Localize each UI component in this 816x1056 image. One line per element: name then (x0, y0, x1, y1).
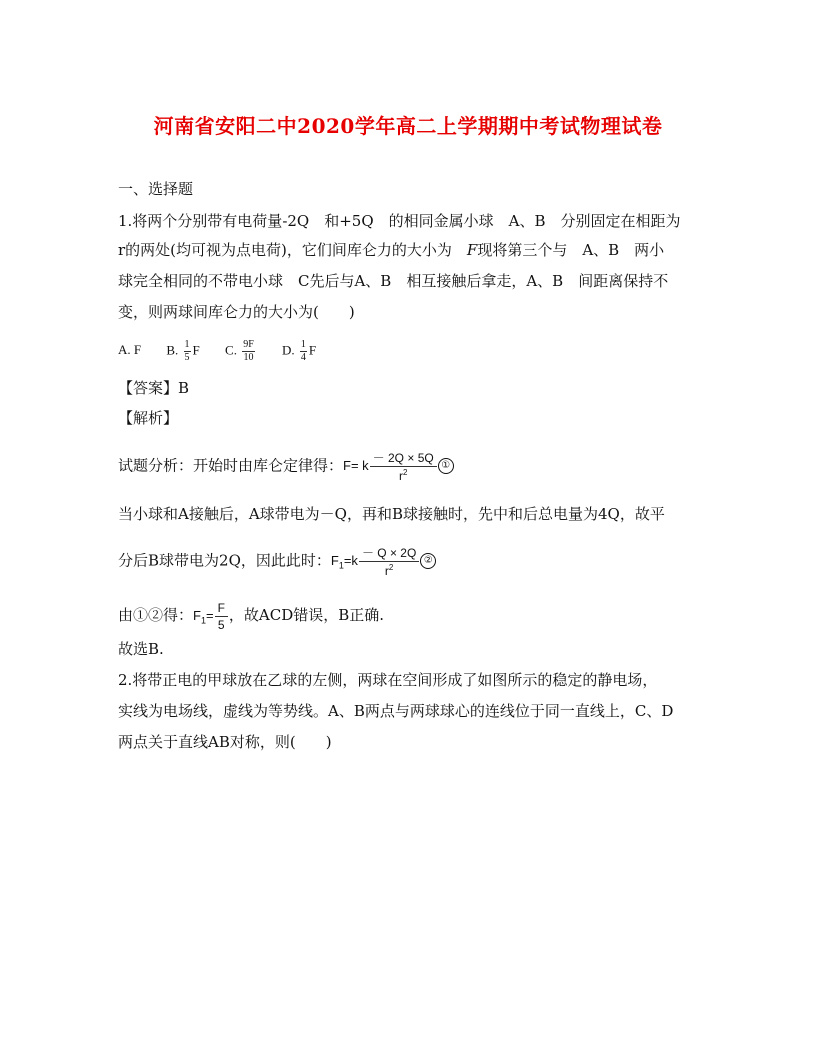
result-formula (193, 601, 229, 632)
coulomb-formula-2 (330, 546, 420, 578)
formula-2-den-exp: 2 (388, 563, 394, 572)
option-c (225, 340, 257, 363)
option-c-fraction (242, 340, 255, 363)
option-b-label: B. (166, 342, 179, 358)
option-d-label: D. (282, 342, 295, 358)
equation-mark-1: ① (438, 458, 454, 474)
option-b (166, 340, 199, 363)
analysis-line-4-text: 由①②得： (118, 605, 194, 624)
option-d-fraction (300, 340, 307, 363)
analysis-line-4-tail: ，故ACD错误，B正确. (228, 605, 385, 624)
option-b-tail: F (192, 342, 200, 358)
formula-2-sub: 1 (338, 561, 344, 572)
analysis-line-3 (118, 547, 436, 577)
option-c-den: 10 (243, 352, 254, 363)
analysis-line-4 (118, 602, 384, 631)
analysis-line-2: 当小球和A接触后，A球带电为－Q，再和B球接触时，先中和后总电量为4Q，故平 (118, 505, 665, 523)
formula-1-fraction (370, 452, 437, 482)
formula-2-num: － Q × 2Q (359, 547, 419, 562)
q1-line-4: 变，则两球间库仑力的大小为( ) (118, 303, 355, 321)
q1-line-1: 1.将两个分别带有电荷量-2Q 和+5Q 的相同金属小球 A、B 分别固定在相距为 (118, 212, 681, 230)
coulomb-formula-1 (343, 451, 438, 483)
q2-line-1: 2.将带正电的甲球放在乙球的左侧，两球在空间形成了如图所示的稳定的静电场， (118, 671, 658, 689)
analysis-line-5: 故选B. (118, 640, 164, 658)
q2-line-2: 实线为电场线，虚线为等势线。A、B两点与两球球心的连线位于同一直线上，C、D (118, 702, 674, 720)
equation-mark-2: ② (420, 553, 436, 569)
option-c-num: 9F (243, 339, 254, 350)
option-d-tail: F (308, 342, 317, 358)
exam-title: 河南省安阳二中2020学年高二上学期期中考试物理试卷 (153, 114, 663, 138)
q1-line-2 (118, 240, 664, 260)
option-b-fraction (184, 340, 191, 363)
option-b-den: 5 (184, 352, 190, 363)
result-fraction (215, 602, 228, 631)
result-sub: 1 (200, 615, 206, 626)
formula-1-num: － 2Q × 5Q (370, 452, 437, 467)
formula-1-lhs: F= k (343, 458, 369, 474)
analysis-line-3-text: 分后B球带电为2Q，因此此时： (118, 551, 331, 570)
option-d (282, 340, 316, 363)
option-b-num: 1 (184, 339, 190, 350)
formula-2-den-base: r (384, 564, 389, 578)
option-d-num: 1 (300, 339, 306, 350)
result-eq: = (205, 607, 214, 623)
result-lhs: F (193, 607, 201, 623)
option-d-den: 4 (300, 352, 306, 363)
option-a: A. F (118, 342, 142, 358)
option-c-label: C. (225, 342, 237, 358)
q1-options (118, 340, 338, 363)
formula-2-lhs: F (330, 553, 339, 569)
formula-1-den-base: r (398, 469, 403, 483)
result-den: 5 (217, 618, 225, 632)
formula-2-fraction (359, 547, 419, 577)
answer-line: 【答案】B (118, 379, 190, 397)
q1-line-2-text: r的两处(均可视为点电荷)，它们间库仑力的大小为 (118, 241, 467, 259)
formula-1-den-exp: 2 (402, 468, 408, 477)
analysis-line-1 (118, 452, 454, 482)
result-num: F (215, 602, 228, 617)
q1-force-symbol: F (466, 241, 478, 259)
q2-line-3: 两点关于直线AB对称，则( ) (118, 733, 332, 751)
formula-2-den (359, 562, 419, 577)
analysis-line-1-text: 试题分析：开始时由库仑定律得： (118, 456, 344, 475)
q1-line-3: 球完全相同的不带电小球 C先后与A、B 相互接触后拿走，A、B 间距离保持不 (118, 272, 669, 290)
analysis-heading: 【解析】 (118, 409, 179, 427)
formula-1-den (370, 467, 437, 482)
q1-line-2-tail: 现将第三个与 A、B 两小 (477, 241, 665, 259)
section-heading: 一、选择题 (118, 180, 194, 198)
formula-2-eq: =k (343, 553, 358, 569)
